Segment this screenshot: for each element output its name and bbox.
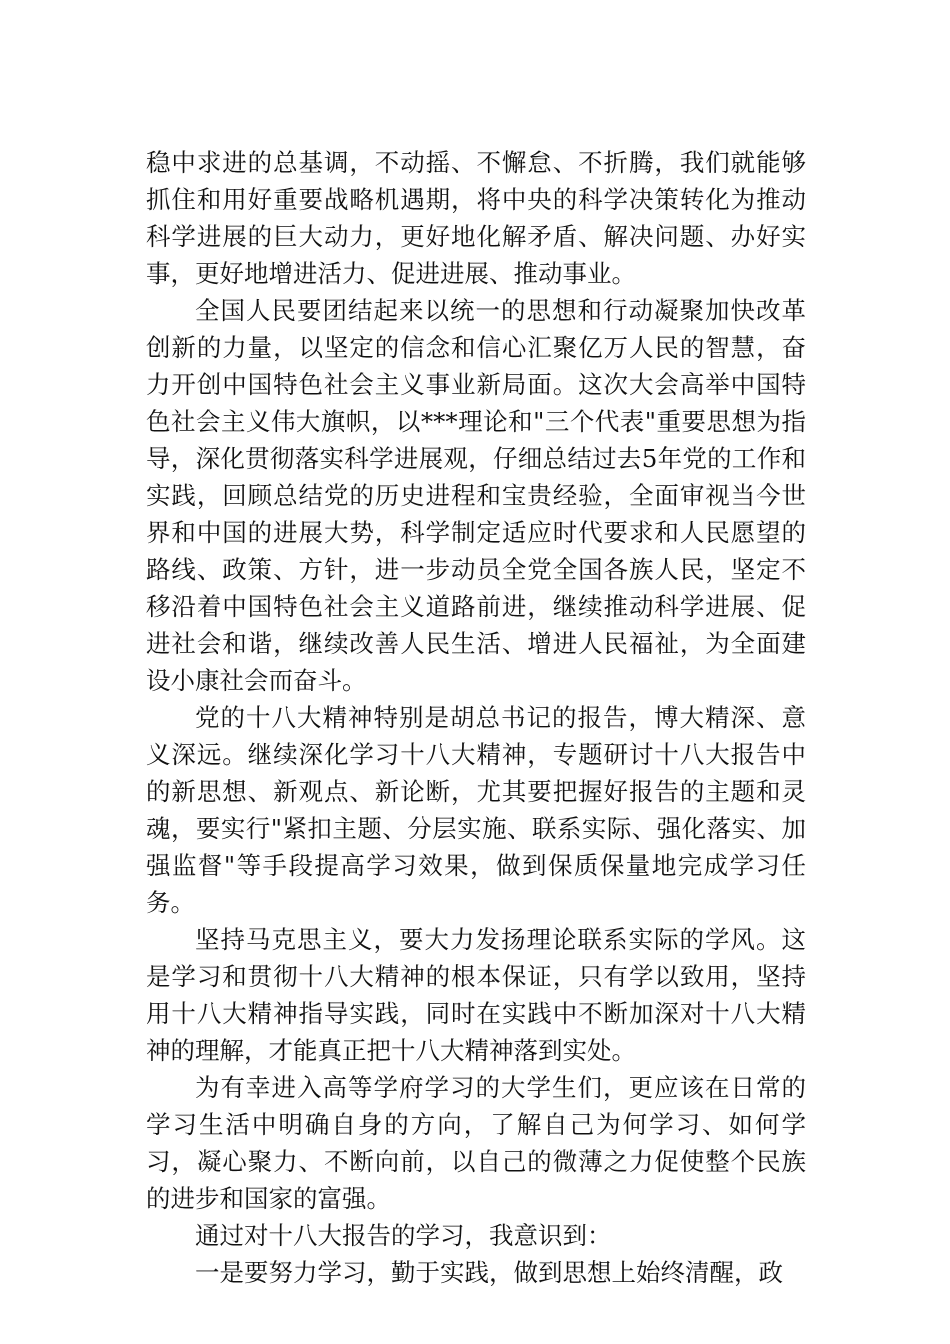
paragraph-realization: 通过对十八大报告的学习，我意识到： [195, 1221, 612, 1250]
paragraph-students: 为有幸进入高等学府学习的大学生们，更应该在日常的学习生活中明确自身的方向，了解自己为何学习、如何学习，凝心聚力、不断向前，以自己的微薄之力促使整个民族的进步和国家的富强。 [146, 1073, 806, 1213]
paragraph-continuation: 稳中求进的总基调，不动摇、不懈怠、不折腾，我们就能够抓住和用好重要战略机遇期，将中央的科学决策转化为推动科学进展的巨大动力，更好地化解矛盾、解决问题、办好实事，更好地增进活力、促进进展、推动事业。 [146, 148, 806, 288]
paragraph-report-study: 党的十八大精神特别是胡总书记的报告，博大精深、意义深远。继续深化学习十八大精神，专题研讨十八大报告中的新思想、新观点、新论断，尤其要把握好报告的主题和灵魂，要实行"紧扣主题、分层实施、联系实际、强化落实、加强监督"等手段提高学习效果，做到保质保量地完成学习任务。 [146, 703, 806, 917]
paragraph-point-one: 一是要努力学习，勤于实践，做到思想上始终清醒，政 [195, 1258, 783, 1287]
paragraph-national-unity: 全国人民要团结起来以统一的思想和行动凝聚加快改革创新的力量，以坚定的信念和信心汇聚亿万人民的智慧，奋力开创中国特色社会主义事业新局面。这次大会高举中国特色社会主义伟大旗帜，以***理论和"三个代表"重要思想为指导，深化贯彻落实科学进展观，仔细总结过去5年党的工作和实践，回顾总结党的历史进程和宝贵经验，全面审视当今世界和中国的进展大势，科学制定适应时代要求和人民愿望的路线、政策、方针，进一步动员全党全国各族人民，坚定不移沿着中国特色社会主义道路前进，继续推动科学进展、促进社会和谐，继续改善人民生活、增进人民福祉，为全面建设小康社会而奋斗。 [146, 296, 806, 695]
document-body [146, 144, 806, 1291]
paragraph-marxism: 坚持马克思主义，要大力发扬理论联系实际的学风。这是学习和贯彻十八大精神的根本保证，只有学以致用，坚持用十八大精神指导实践，同时在实践中不断加深对十八大精神的理解，才能真正把十八大精神落到实处。 [146, 925, 806, 1065]
